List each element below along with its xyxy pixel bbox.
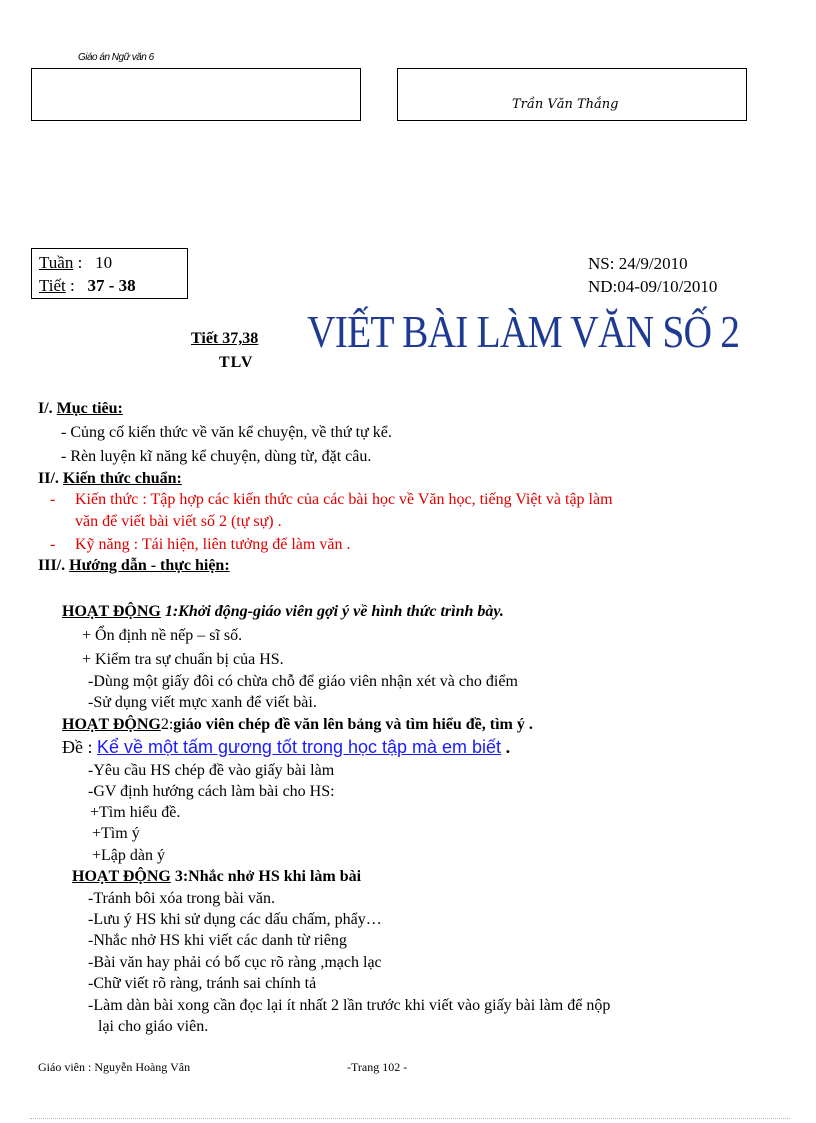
activity3-item: -Làm dàn bài xong cần đọc lại ít nhất 2 lần trước khi viết vào giấy bài làm để nộp <box>88 997 611 1014</box>
section1-item: - Củng cố kiến thức về văn kể chuyện, về thứ tự kể. <box>61 424 392 441</box>
topic-end: . <box>505 737 511 757</box>
activity3-item: -Chữ viết rõ ràng, tránh sai chính tả <box>88 975 317 992</box>
section2-item-knowledge-cont: văn để viết bài viết số 2 (tự sự) . <box>75 513 282 530</box>
activity1-item: -Dùng một giấy đôi có chừa chỗ để giáo viên nhận xét và cho điểm <box>88 673 518 690</box>
activity2-item: +Tìm hiểu đề. <box>90 804 181 821</box>
activity2-title: giáo viên chép đề văn lên bảng và tìm hiểu đề, tìm ý . <box>173 716 533 733</box>
activity3-item: -Bài văn hay phải có bố cục rõ ràng ,mạch lạc <box>88 954 382 971</box>
week-box: Tuần : 10 Tiết : 37 - 38 <box>31 248 188 299</box>
period-value: 37 - 38 <box>87 276 136 295</box>
activity1-item: -Sử dụng viết mực xanh để viết bài. <box>88 694 317 711</box>
activity1-label: HOẠT ĐỘNG <box>62 603 161 620</box>
activity2-item: +Tìm ý <box>92 825 140 842</box>
lesson-period: Tiết 37,38 <box>191 330 259 347</box>
section2-bullet: - <box>50 491 56 508</box>
section1-heading <box>38 400 123 418</box>
activity3-item: -Tránh bôi xóa trong bài văn. <box>88 890 275 907</box>
activity3-heading <box>72 868 361 886</box>
activity3-title: 3:Nhắc nhở HS khi làm bài <box>174 868 362 885</box>
activity1-item: + Kiểm tra sự chuẩn bị của HS. <box>82 651 284 668</box>
section2-item-knowledge: Kiến thức : Tập hợp các kiến thức của các bài học về Văn học, tiếng Việt và tập làm <box>75 491 613 508</box>
week-value: 10 <box>95 253 113 272</box>
subject-header: Giáo án Ngữ văn 6 <box>78 52 154 63</box>
header-right-box <box>397 68 747 121</box>
activity2-item: -GV định hướng cách làm bài cho HS: <box>88 783 335 800</box>
period-label: Tiết <box>39 276 66 295</box>
section2-num: II/. <box>38 470 59 487</box>
activity1-heading <box>62 603 504 621</box>
activity2-item: -Yêu cầu HS chép đề vào giấy bài làm <box>88 762 335 779</box>
section3-heading <box>38 557 230 575</box>
ns-date: NS: 24/9/2010 <box>588 254 688 273</box>
section1-num: I/. <box>38 400 53 417</box>
activity2-num: 2: <box>160 716 174 733</box>
page-title: VIẾT BÀI LÀM VĂN SỐ 2 <box>307 306 740 357</box>
footer-teacher: Giáo viên : Nguyễn Hoàng Vân <box>38 1060 191 1074</box>
section1-title: Mục tiêu: <box>56 400 123 417</box>
topic-text: Kể về một tấm gương tốt trong học tập mà em biết <box>97 737 502 757</box>
lesson-type: TLV <box>219 354 254 371</box>
activity3-item: lại cho giáo viên. <box>98 1018 209 1035</box>
topic-label: Đề : <box>62 737 93 757</box>
activity1-title: 1:Khởi động-giáo viên gợi ý về hình thức trình bày. <box>164 603 504 620</box>
activity3-label: HOẠT ĐỘNG <box>72 868 171 885</box>
activity2-item: +Lập dàn ý <box>92 847 165 864</box>
author-signature: Trần Văn Thắng <box>512 97 619 112</box>
footer-page-number: -Trang 102 - <box>347 1060 408 1074</box>
section2-title: Kiến thức chuẩn: <box>62 470 182 487</box>
section3-title: Hướng dẫn - thực hiện: <box>69 557 230 574</box>
section3-num: III/. <box>38 557 66 574</box>
section2-bullet: - <box>50 536 56 553</box>
activity3-item: -Nhắc nhở HS khi viết các danh từ riêng <box>88 932 347 949</box>
nd-date: ND:04-09/10/2010 <box>588 277 718 296</box>
activity1-item: + Ổn định nề nếp – sĩ số. <box>82 627 243 644</box>
topic-line <box>62 737 510 758</box>
week-label: Tuần <box>39 253 74 272</box>
activity2-label: HOẠT ĐỘNG <box>62 716 161 733</box>
activity2-heading <box>62 716 533 734</box>
activity3-item: -Lưu ý HS khi sử dụng các dấu chấm, phẩy… <box>88 911 382 928</box>
section2-item-skill: Kỹ năng : Tái hiện, liên tưởng để làm văn . <box>75 536 351 553</box>
header-left-box <box>31 68 361 121</box>
section2-heading <box>38 470 182 488</box>
section1-item: - Rèn luyện kĩ năng kể chuyện, dùng từ, đặt câu. <box>61 448 372 465</box>
footer-divider <box>30 1118 790 1119</box>
